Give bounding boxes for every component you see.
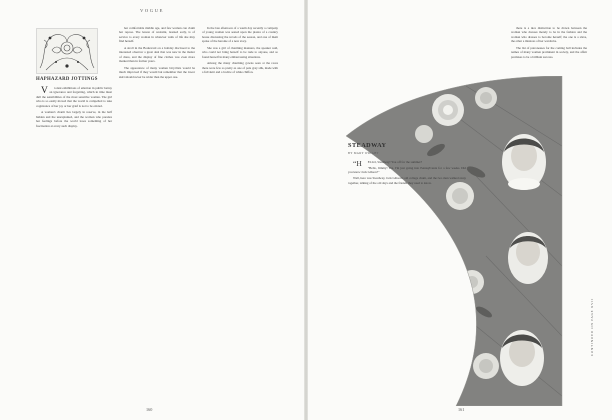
left-column-2 bbox=[119, 26, 195, 81]
paragraph: Among the many charming gowns seen at the races there were few so pretty as one of pale gray silk, made with a full skirt and a bodice of white chiffon. bbox=[202, 61, 278, 75]
left-column-3 bbox=[202, 26, 278, 77]
continued-caption: CONTINUED ON PAGE XVII bbox=[590, 298, 594, 356]
roses-vignette-illustration bbox=[336, 76, 572, 406]
drop-cap: “H bbox=[353, 158, 362, 168]
left-column-1 bbox=[36, 86, 112, 130]
paragraph: The list of patronesses for the coming ball includes the names of many women prominent in society, and the affair promises to be a brilliant success. bbox=[511, 45, 587, 59]
right-top-column bbox=[511, 26, 587, 61]
paragraph: In the late afternoon of a warm day recently a company of young women was seated upon the piazza of a country house discussing the novels of the season, and one of them spoke of the heroine of a new story. bbox=[202, 26, 278, 44]
paragraph: V iolent exhibitions of emotion in public betray an ignorance and forgetting, which in time must dull the sensibilities of the most sensitive woman. The girl who is so easily moved that the world is compelled to take cognizance of her joy or her grief is not to be envied. bbox=[36, 85, 112, 108]
page-number: 160 bbox=[146, 407, 153, 412]
paragraph: her comfortable middle age, and few women can claim her repose. The lesson of restraint, learned early, is of service to every woman in whatever walk of life she may find herself. bbox=[119, 26, 195, 44]
story-body bbox=[348, 160, 466, 187]
paragraph: there is a nice distinction to be drawn between the woman who dresses merely to be in the fashion and the woman who dresses to become herself; the one is a slave, the other a mistress of her wardrobe. bbox=[511, 26, 587, 44]
left-page bbox=[0, 0, 304, 420]
paragraph: Well, here was Steadway, Jack Gibson's old college chum, and the two men walked away together, talking of the old days and the friends they used to know. bbox=[348, 176, 466, 185]
paragraph: “H ELLO, Steadway! You off for the summer? bbox=[348, 160, 466, 164]
paragraph: The appearance of many women bicyclists would be much improved if they would but remember that the lower skirt should never be wider than the upper one. bbox=[119, 65, 195, 79]
drop-cap: V bbox=[41, 85, 48, 96]
section-title: HAPHAZARD JOTTINGS bbox=[36, 77, 98, 82]
floral-ornament-icon bbox=[36, 28, 98, 74]
paragraph: "Hello, Jimmy! Yes, I'm just going into Pennsylvania for a few weeks. Did you know Jack Gibson?" bbox=[348, 165, 466, 175]
page-number: 161 bbox=[458, 407, 465, 412]
paragraph: A woman's charm lies largely in reserve, in the half hidden and the unexplained, and the woman who parades her feelings before the world loses something of her fascination at every such display. bbox=[36, 110, 112, 128]
paragraph: A stroll in the Boulevard on a holiday disclosed to the interested observer a great deal that was new in the matter of dress, and the display of fine clothes was even more marked than in former years. bbox=[119, 45, 195, 64]
story-byline: BY MARY WRIGHT bbox=[348, 151, 379, 155]
running-head: VOGUE bbox=[139, 8, 165, 13]
story-title: STEADWAY bbox=[348, 142, 387, 149]
right-page bbox=[308, 0, 612, 420]
paragraph: She was a girl of charming manners, the speaker said, who could not bring herself to be rude to anyone, and so found herself in many embarrassing situations. bbox=[202, 45, 278, 59]
